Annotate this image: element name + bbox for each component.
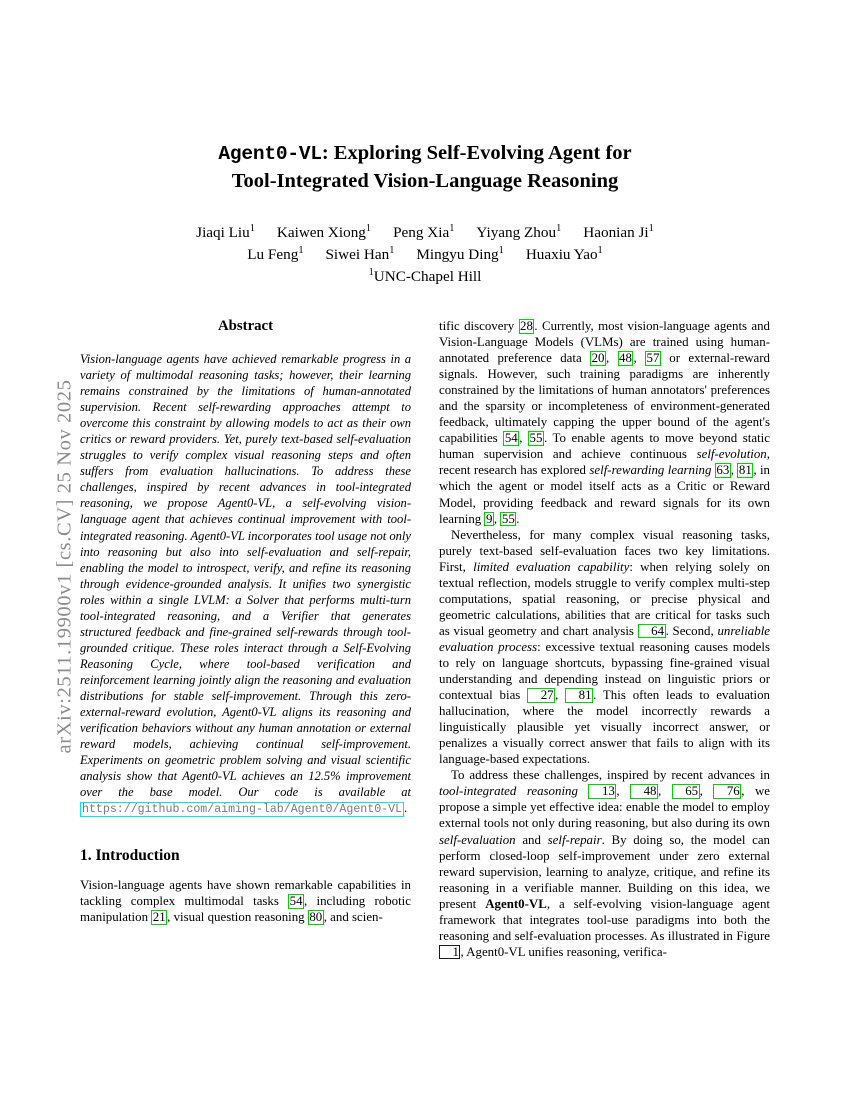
text-run: : when relying solely on textual reflection, models struggle to verify complex multi-step computations, spatial reasoning, or precise physical and geometric calculations, abilities that are critical for tasks such as visual geometry and chart analysis [439, 559, 771, 638]
author-name: Mingyu Ding [416, 245, 499, 263]
emphasis-text: unreliable evaluation process [439, 623, 770, 654]
author-name: Lu Feng [247, 245, 299, 263]
author-item [416, 244, 503, 266]
right-column [439, 318, 770, 960]
text-run: and [515, 832, 548, 847]
text-run: , and scien- [323, 910, 383, 925]
citation-link[interactable]: 48 [619, 351, 632, 366]
body-columns [80, 318, 770, 960]
introduction-heading: 1. Introduction [80, 847, 180, 865]
text-run: , recent research has explored [439, 447, 770, 478]
author-name: Huaxiu Yao [525, 245, 598, 263]
author-row-2 [80, 244, 770, 266]
author-item [196, 222, 255, 244]
author-affiliation-marker: 1 [597, 244, 603, 256]
title-line2: Tool-Integrated Vision-Language Reasoning [231, 170, 619, 192]
author-item [277, 222, 371, 244]
citation-link[interactable]: 54 [504, 431, 518, 446]
text-run: or external-reward signals. However, such training paradigms are inherently constrained by the limitations of human annotators' preferences and the sparsity or incompleteness of environment-generated feedback, ultimately capping the upper bound of the agent's capabilities [439, 351, 770, 446]
author-name: Kaiwen Xiong [276, 224, 366, 241]
text-run: , we propose a simple yet effective idea: enable the model to employ external tools not only during reasoning, but also during its own [439, 784, 770, 831]
citation-link[interactable]: 28 [520, 319, 533, 333]
author-item [325, 244, 394, 266]
bold-model-name: Agent0-VL [485, 896, 547, 911]
author-affiliation-marker: 1 [449, 222, 455, 234]
text-run: . [516, 511, 520, 526]
author-name: Haonian Ji [583, 224, 649, 241]
citation-link[interactable]: 76 [713, 784, 741, 799]
text-run: , visual question reasoning [167, 910, 308, 925]
author-name: Siwei Han [325, 245, 390, 263]
citation-link[interactable]: 64 [638, 624, 666, 639]
author-item [476, 222, 561, 244]
affiliation-name: UNC-Chapel Hill [373, 268, 482, 285]
text-run: . By doing so, the model can perform closed-loop self-improvement under zero external reward supervision, learning to analyze, critique, and refine its reasoning in a verifiable manner. Building on this idea, we present [439, 832, 770, 911]
author-name: Yiyang Zhou [476, 224, 557, 241]
intro-paragraph-right-3: To address these challenges, inspired by recent advances in tool-integrated reasoning 13 , 48 , 65 , 76 , we propose a simple yet effective idea: enable the model to employ external tools not only during reasoning, but also during its own self-evaluation and self-repair. By doing so, the model can perform closed-loop self-improvement under zero external reward supervision, learning to analyze, critique, and refine its reasoning in a verifiable manner. Building on this idea, we present Agent0-VL, a self-evolving vision-language agent framework that integrates tool-use paradigms into both the reasoning and self-evaluation processes. As illustrated in Figure1 , Agent0-VL unifies reasoning, verifica- [439, 768, 770, 959]
text-run: Vision-language agents have shown remarkable capabilities in tackling complex multimodal tasks [80, 878, 411, 909]
citation-link[interactable]: 48 [630, 784, 658, 799]
citation-link[interactable]: 81 [738, 463, 752, 478]
author-affiliation-marker: 1 [648, 222, 654, 234]
title-line1-rest: : Exploring Self-Evolving Agent for [321, 142, 632, 164]
citation-link[interactable]: 63 [716, 463, 730, 478]
emphasis-text: self-evaluation [439, 832, 516, 847]
author-name: Jiaqi Liu [196, 224, 250, 241]
intro-paragraph-right-1: tific discovery 28 . Currently, most vision-language agents and Vision-Language Models (VLMs) are trained using human-annotated preference data 20 , 48 , 57 or external-reward signals. However, such training paradigms are inherently constrained by the limitations of human annotators' preferences and the sparsity or incompleteness of environment-generated feedback, ultimately capping the upper bound of the agent's capabilities 54 , 55 . To enable agents to move beyond static human supervision and achieve continuous self-evolution, recent research has explored self-rewarding learning 63 , 81 , in which the agent or model itself acts as a Critic or Reward Model, providing feedback and reward signals for its own learning 9 , 55 . [439, 319, 770, 526]
citation-link[interactable]: 9 [485, 511, 493, 526]
text-run: . This often leads to evaluation hallucination, where the model incorrectly rewards a linguistically plausible yet visually incorrect answer, or penalizes a visually correct answer that fails to align with its language-based expectations. [439, 688, 770, 767]
figure-reference-link[interactable]: 1 [439, 945, 460, 960]
citation-link[interactable]: 21 [152, 910, 166, 925]
author-affiliation-marker: 1 [249, 222, 255, 234]
abstract-body: Vision-language agents have achieved remarkable progress in a variety of multimodal reasoning tasks; however, their learning remains constrained by the limitations of human-annotated supervision. Recent self-rewarding approaches attempt to overcome this constraint by allowing models to act as their own critics or reward providers. Yet, purely text-based self-evaluation struggles to verify complex visual reasoning steps and often suffers from evaluation hallucinations. To address these challenges, inspired by recent advances in tool-integrated reasoning, we propose Agent0-VL, a self-evolving vision-language agent that achieves continual improvement with tool-integrated reasoning. Agent0-VL incorporates tool usage not only into reasoning but also into self-evaluation and self-repair, enabling the model to introspect, verify, and refine its reasoning through evidence-grounded analysis. It unifies two synergistic roles within a single LVLM: a Solver that performs multi-turn tool-integrated reasoning, and a Verifier that generates structured feedback and fine-grained self-rewards through tool-grounded critique. These roles interact through a Self-Evolving Reasoning Cycle, where tool-based verification and reinforcement learning jointly align the reasoning and evaluation distributions for stable self-improvement. Through this zero-external-reward evolution, Agent0-VL aligns its reasoning and verification behaviors without any human annotation or external reward models, achieving continual self-improvement. Experiments on geometric problem solving and visual scientific analysis show that Agent0-VL achieves an 12.5% improvement over the base model. Our code is available at [80, 352, 411, 800]
citation-link[interactable]: 20 [591, 351, 605, 366]
author-row-1 [80, 222, 770, 244]
author-affiliation-marker: 1 [556, 222, 562, 234]
affiliation [80, 266, 770, 287]
abstract-paragraph: Vision-language agents have achieved remarkable progress in a variety of multimodal reasoning tasks; however, their learning remains constrained by the limitations of human-annotated supervision. Recent self-rewarding approaches attempt to overcome this constraint by allowing models to act as their own critics or reward providers. Yet, purely text-based self-evaluation struggles to verify complex visual reasoning steps and often suffers from evaluation hallucinations. To address these challenges, inspired by recent advances in tool-integrated reasoning, we propose Agent0-VL, a self-evolving vision-language agent that achieves continual improvement with tool-integrated reasoning. Agent0-VL incorporates tool usage not only into reasoning but also into self-evaluation and self-repair, enabling the model to introspect, verify, and refine its reasoning through evidence-grounded analysis. It unifies two synergistic roles within a single LVLM: a Solver that performs multi-turn tool-integrated reasoning, and a Verifier that generates structured feedback and fine-grained self-rewards through tool-grounded critique. These roles interact through a Self-Evolving Reasoning Cycle, where tool-based verification and reinforcement learning jointly align the reasoning and evaluation distributions for stable self-improvement. Through this zero-external-reward evolution, Agent0-VL aligns its reasoning and verification behaviors without any human annotation or external reward models, achieving continual self-improvement. Experiments on geometric problem solving and visual scientific analysis show that Agent0-VL achieves an 12.5% improvement over the base model. Our code is available at https://github.com/aiming-lab/Agent0/Agent0-VL . [80, 352, 411, 817]
affiliation-marker: 1 [368, 266, 374, 278]
citation-link[interactable]: 27 [527, 688, 555, 703]
emphasis-text: self-repair [547, 832, 602, 847]
emphasis-text: self-rewarding learning [589, 463, 712, 478]
citation-link[interactable]: 55 [529, 431, 543, 446]
emphasis-text: tool-integrated reasoning [439, 784, 578, 799]
intro-paragraph-right-2: Nevertheless, for many complex visual reasoning tasks, purely text-based self-evaluation faces two key limitations. First, limited evaluation capability: when relying solely on textual reflection, models struggle to verify complex multi-step computations, spatial reasoning, or precise physical and geometric calculations, abilities that are critical for tasks such as visual geometry and chart analysis 64 . Second, unreliable evaluation process: excessive textual reasoning causes models to rely on language shortcuts, bypassing fine-grained visual understanding and depending instead on linguistic priors or contextual bias 27 , 81 . This often leads to evaluation hallucination, where the model incorrectly rewards a linguistically plausible yet visually incorrect answer, or penalizes a visually correct answer that fails to align with its language-based expectations. [439, 527, 771, 767]
title-model-name: Agent0-VL [218, 143, 322, 165]
emphasis-text: limited evaluation capability [473, 559, 630, 574]
text-run: , in which the agent or model itself acts as a Critic or Reward Model, providing feedback and reward signals for its own learning [439, 463, 770, 526]
title-block [80, 140, 770, 287]
text-run: . To enable agents to move beyond static human supervision and achieve continuous [439, 431, 770, 462]
citation-link[interactable]: 57 [646, 351, 660, 366]
text-run: . Currently, most vision-language agents and Vision-Language Models (VLMs) are trained using human-annotated preference data [439, 319, 770, 366]
text-run: , a self-evolving vision-language agent framework that integrates tool-use paradigms into both the reasoning and self-evaluation processes. As illustrated in Figure [439, 896, 770, 943]
author-affiliation-marker: 1 [389, 244, 395, 256]
intro-paragraph-left [80, 877, 411, 925]
citation-link[interactable]: 13 [588, 784, 616, 799]
text-run [578, 784, 589, 798]
emphasis-text: self-evolution [696, 447, 767, 462]
author-affiliation-marker: 1 [498, 244, 504, 256]
author-item [583, 222, 654, 244]
abstract-heading: Abstract [217, 318, 274, 334]
author-item [393, 222, 454, 244]
left-column [80, 318, 411, 960]
arxiv-stamp [0, 0, 78, 1100]
arxiv-stamp-text: arXiv:2511.19900v1 [cs.CV] 25 Nov 2025 [53, 379, 76, 754]
author-name: Peng Xia [393, 224, 450, 241]
github-url-link[interactable]: https://github.com/aiming-lab/Agent0/Agent0-VL [82, 803, 403, 817]
text-run: : excessive textual reasoning causes models to rely on language shortcuts, bypassing fine-grained visual understanding and depending instead on linguistic priors or contextual bias [439, 639, 770, 703]
page-title [80, 140, 770, 195]
citation-link[interactable]: 55 [501, 511, 515, 526]
citation-link[interactable]: 81 [565, 688, 593, 703]
citation-link[interactable]: 54 [289, 894, 303, 909]
author-list [80, 222, 770, 287]
text-run: tific discovery [439, 319, 519, 333]
author-item [247, 244, 303, 266]
text-run: . Second, [665, 623, 718, 638]
citation-link[interactable]: 80 [309, 910, 323, 925]
text-run: To address these challenges, inspired by recent advances in [451, 768, 770, 783]
citation-link[interactable]: 65 [672, 784, 700, 799]
author-item [526, 244, 603, 266]
text-run: , including robotic manipulation [80, 894, 411, 925]
text-run: Nevertheless, for many complex visual reasoning tasks, purely text-based self-evaluation faces two key limitations. First, [439, 527, 770, 574]
text-run: , Agent0-VL unifies reasoning, verifica- [460, 944, 667, 959]
author-affiliation-marker: 1 [298, 244, 304, 256]
author-affiliation-marker: 1 [365, 222, 372, 234]
